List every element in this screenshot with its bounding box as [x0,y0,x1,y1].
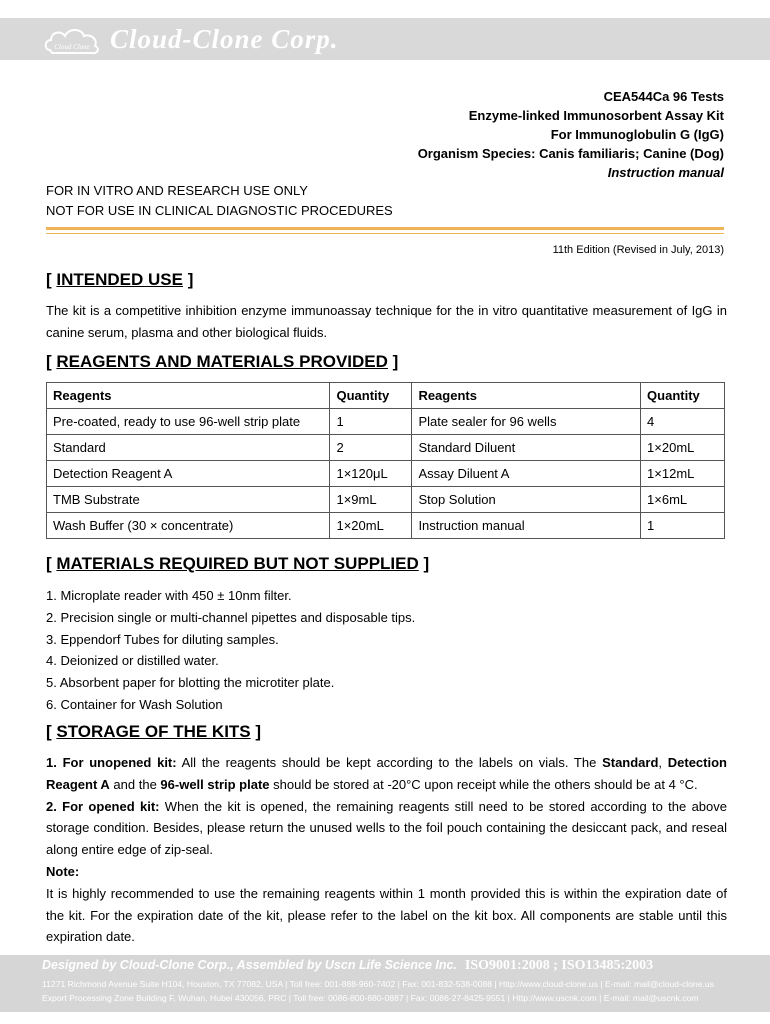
text-span: should be stored at -20°C upon receipt while the others should be at 4 °C. [269,776,698,792]
footer-main [42,958,653,974]
section-title-text: INTENDED USE [56,270,183,289]
table-row [47,461,725,487]
table-cell: Stop Solution [412,487,641,513]
divider-thick [46,227,724,230]
section-title-storage: [ STORAGE OF THE KITS ] [46,722,262,741]
bold-term: Detection Reagent A [46,755,727,792]
footer-designed-by: Designed by Cloud-Clone Corp., Assembled by Uscn Life Science Inc. [42,958,457,972]
note-text: It is highly recommended to use the remaining reagents within 1 month provided this is within the expiration date of the kit. For the expiration date of the kit, please refer to the label on the kit box. All components are stable until this expiration date. [46,885,727,945]
section-title-text: MATERIALS REQUIRED BUT NOT SUPPLIED [56,554,419,573]
product-kit-type: Enzyme-linked Immunosorbent Assay Kit [468,108,724,123]
divider-thin [46,233,724,234]
table-cell: 1 [330,409,412,435]
table-header: Quantity [641,383,725,409]
usage-notice-line1: FOR IN VITRO AND RESEARCH USE ONLY [46,183,308,198]
reagents-table [46,382,725,539]
table-cell: Standard [47,435,330,461]
storage-unopened-label: 1. For unopened kit: [46,755,177,770]
note-label-text: Note: [46,863,80,879]
product-doc-type: Instruction manual [607,165,724,180]
table-cell: Wash Buffer (30 × concentrate) [47,513,330,539]
product-target: For Immunoglobulin G (IgG) [550,127,724,142]
list-item: 1. Microplate reader with 450 ± 10nm filter. [46,588,292,603]
table-row [47,435,725,461]
table-header: Reagents [412,383,641,409]
table-cell: 1×20mL [330,513,412,539]
note-label [46,861,727,883]
product-code: CEA544Ca 96 Tests [603,89,724,104]
text-span: and the [109,776,161,792]
table-cell: Detection Reagent A [47,461,330,487]
footer-address-cn: Export Processing Zone Building F, Wuhan, Hubei 430056, PRC | Toll free: 0086-800-880-0887 | Fax: 0086-27-8425-9551 | Http://www.uscnk.com | E-mail: mail@uscnk.com [42,993,699,1003]
table-cell: Plate sealer for 96 wells [412,409,641,435]
usage-notice [46,181,393,221]
section-title-materials: [ MATERIALS REQUIRED BUT NOT SUPPLIED ] [46,554,430,573]
text-span: All the reagents should be kept according to the labels on vials. The [176,755,603,770]
bold-term: 96-well strip plate [160,776,270,792]
table-cell: TMB Substrate [47,487,330,513]
footer-iso: ISO9001:2008 ; ISO13485:2003 [464,958,654,973]
table-header-row [47,383,725,409]
table-row [47,487,725,513]
table-cell: 1×120μL [330,461,412,487]
list-item: 2. Precision single or multi-channel pipettes and disposable tips. [46,609,416,625]
table-cell: Standard Diluent [412,435,641,461]
list-item: 4. Deionized or distilled water. [46,653,219,669]
section-title-reagents: [ REAGENTS AND MATERIALS PROVIDED ] [46,352,399,371]
table-cell: 1 [641,513,725,539]
text-span: , [658,755,668,770]
cloud-logo-icon [42,22,104,56]
usage-notice-line2: NOT FOR USE IN CLINICAL DIAGNOSTIC PROCEDURES [46,203,393,218]
section-title-intended-use: [ INTENDED USE ] [46,270,194,289]
footer-address-us: 11271 Richmond Avenue Suite H104, Houston, TX 77082, USA | Toll free: 001-888-960-7402 | Fax: 001-832-538-0088 | Http://www.cloud-clone.us | E-mail: mail@cloud-clone.us [42,979,714,989]
section-title-text: REAGENTS AND MATERIALS PROVIDED [56,352,388,371]
table-cell: Pre-coated, ready to use 96-well strip plate [47,409,330,435]
list-item: 5. Absorbent paper for blotting the microtiter plate. [46,675,335,691]
logo-text: Cloud Clone [54,43,90,51]
table-header: Quantity [330,383,412,409]
product-info [418,87,724,182]
table-cell: Instruction manual [412,513,641,539]
table-cell: 2 [330,435,412,461]
brand-name: Cloud-Clone Corp. [110,24,339,54]
table-cell: 1×12mL [641,461,725,487]
section-title-text: STORAGE OF THE KITS [56,722,251,741]
table-cell: Assay Diluent A [412,461,641,487]
table-cell: 1×6mL [641,487,725,513]
storage-text [46,752,727,948]
table-cell: 1×20mL [641,435,725,461]
materials-list [46,585,415,716]
table-row [47,513,725,539]
table-cell: 1×9mL [330,487,412,513]
intended-use-text: The kit is a competitive inhibition enzyme immunoassay technique for the in vitro quantitative measurement of IgG in canine serum, plasma and other biological fluids. [46,303,727,340]
table-cell: 4 [641,409,725,435]
product-species: Organism Species: Canis familiaris; Canine (Dog) [417,146,724,161]
list-item: 6. Container for Wash Solution [46,696,223,712]
table-header: Reagents [47,383,330,409]
text-span: When the kit is opened, the remaining reagents still need to be stored according to the above storage condition. Besides, please return the unused wells to the foil pouch containing the desiccant pack, and reseal along entire edge of zip-seal. [46,798,727,858]
bold-term: Standard [602,755,659,770]
list-item: 3. Eppendorf Tubes for diluting samples. [46,631,279,647]
table-row [47,409,725,435]
storage-opened [46,796,727,861]
storage-unopened [46,752,727,796]
edition-note: 11th Edition (Revised in July, 2013) [552,244,724,256]
storage-opened-label: 2. For opened kit: [46,798,160,814]
